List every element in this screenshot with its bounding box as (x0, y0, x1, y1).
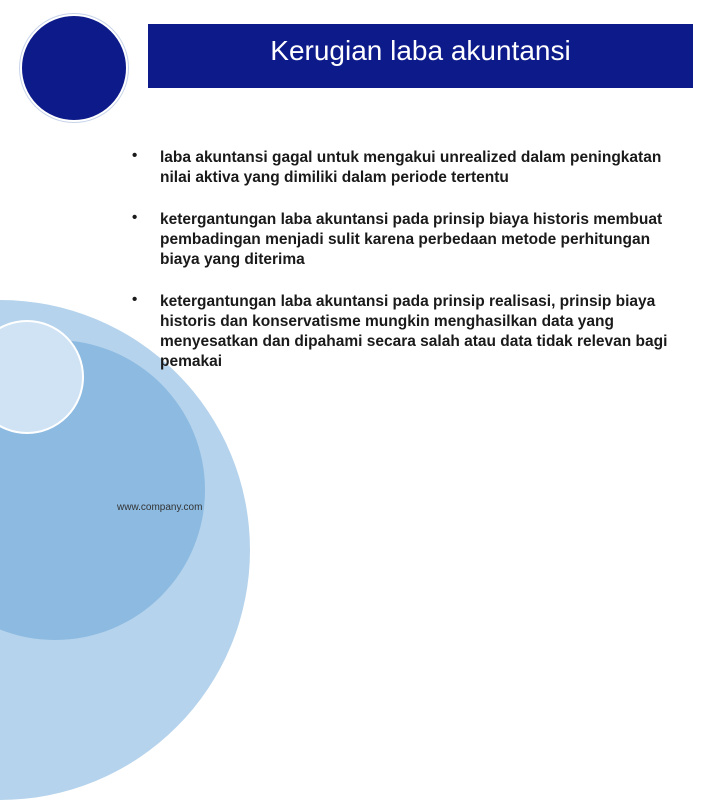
bullet-item (130, 148, 690, 188)
bullet-text: ketergantungan laba akuntansi pada prinsip realisasi, prinsip biaya historis dan konservatisme mungkin menghasilkan data yang menyesatkan dan dipahami secara salah atau data tidak relevan bagi pemakai (160, 293, 668, 370)
slide-title: Kerugian laba akuntansi (270, 35, 571, 66)
bullet-text: laba akuntansi gagal untuk mengakui unrealized dalam peningkatan nilai aktiva yang dimiliki dalam periode tertentu (160, 149, 662, 186)
bullet-dot-icon: • (132, 291, 138, 308)
bullet-item (130, 210, 690, 270)
bullet-text: ketergantungan laba akuntansi pada prinsip biaya historis membuat pembadingan menjadi sulit karena perbedaan metode perhitungan biaya yang diterima (160, 211, 663, 268)
title-bar (148, 24, 693, 88)
bullet-dot-icon: • (132, 147, 138, 164)
decorative-navy-circle (20, 14, 128, 122)
bullet-list (130, 148, 690, 394)
bullet-item (130, 292, 690, 372)
footer-url: www.company.com (117, 502, 203, 513)
bullet-dot-icon: • (132, 209, 138, 226)
